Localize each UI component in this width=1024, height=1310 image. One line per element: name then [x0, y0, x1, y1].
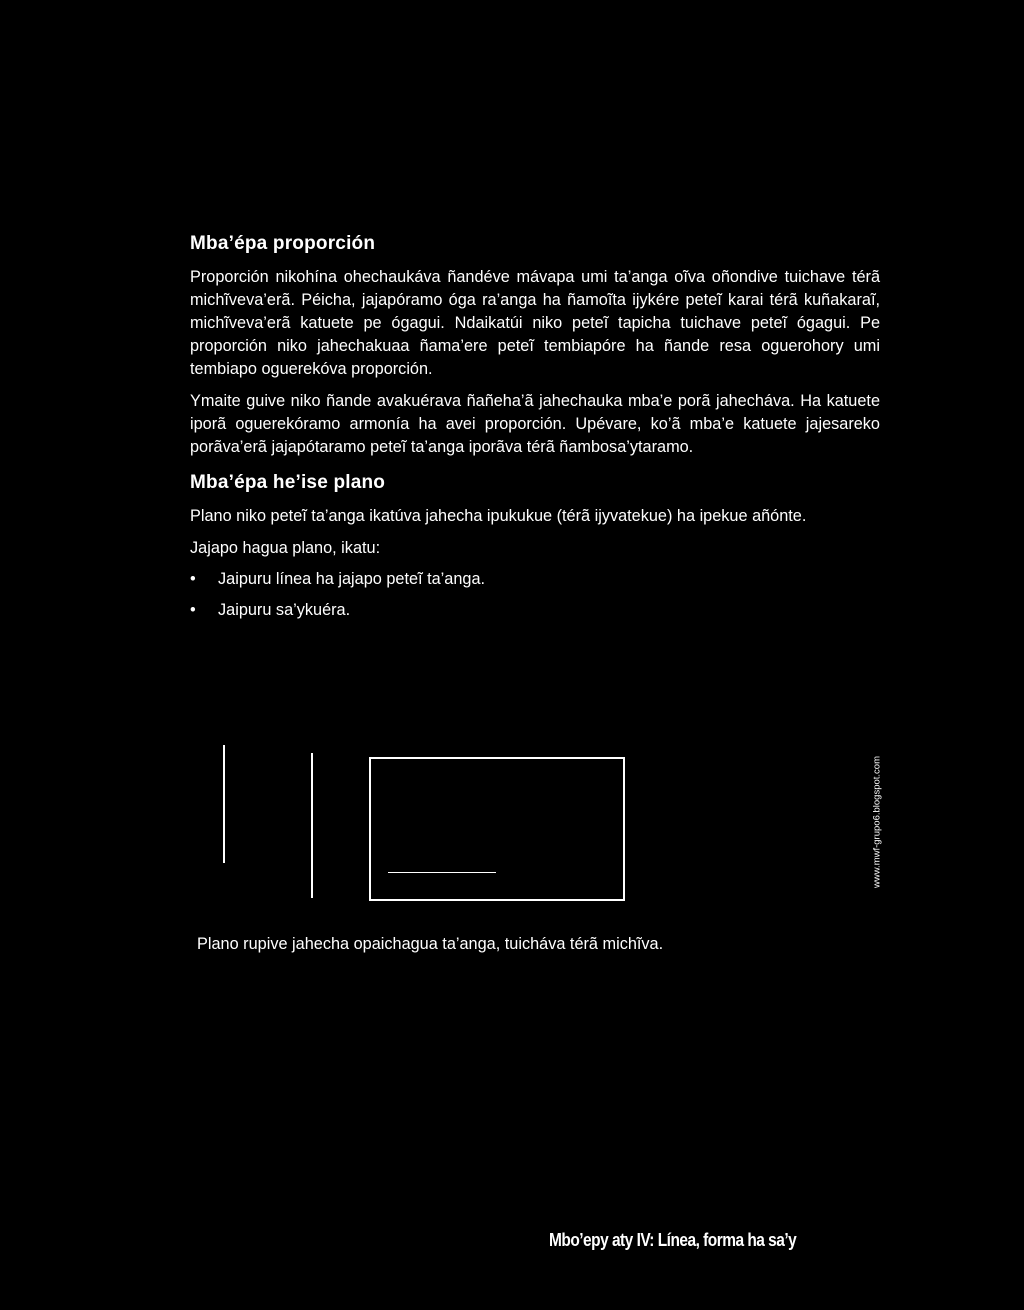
paragraph-proporcion-armonia: Ymaite guive niko ñande avakuérava ñañeha’ã jahechauka mba’e porã jahecháva. Ha katuete iporã oguerekóramo armonía ha avei proporción. Upévare, ko’ã mba’e katuete jajesareko porãva’erã jajapótaramo peteĩ ta’anga iporãva térã ñambosa’ytaramo. [190, 392, 880, 456]
plano-rectangle [369, 757, 625, 901]
vertical-line-long [311, 753, 313, 898]
vertical-line-short [223, 745, 225, 863]
page-content [190, 232, 880, 630]
paragraph-plano-intro: Jajapo hagua plano, ikatu: [190, 539, 381, 557]
paragraph-plano-definition: Plano niko peteĩ ta’anga ikatúva jahecha ipukukue (térã ijyvatekue) ha ipekue añónte. [190, 507, 807, 525]
plano-methods-list [190, 568, 880, 622]
list-item-text: Jaipuru línea ha jajapo peteĩ ta’anga. [218, 570, 486, 588]
section-heading-proporcion: Mba’épa proporción [190, 233, 376, 254]
section-heading-plano: Mba’épa he’ise plano [190, 472, 386, 493]
list-item [190, 568, 880, 591]
page-footer: Mbo’epy aty IV: Línea, forma ha sa’y [549, 1230, 797, 1250]
paragraph-proporcion-definition: Proporción nikohína ohechaukáva ñandéve mávapa umi ta’anga oĩva oñondive tuichave térã michĩveva’erã. Péicha, jajapóramo óga ra’anga ha ñamoĩta ijykére peteĩ karai térã kuñakaraĩ, michĩveva’erã katuete pe ógagui. Ndaikatúi niko peteĩ tapicha tuichave peteĩ ógagui. Pe proporción niko jahechakuaa ñama’ere peteĩ tembiapóre ha ñande resa oguerohory umi tembiapo oguerekóva proporción. [190, 268, 880, 378]
bullet-icon: • [190, 570, 196, 588]
list-item-text: Jaipuru sa’ykuéra. [218, 601, 351, 619]
figure-caption: Plano rupive jahecha opaichagua ta’anga, tuicháva térã michĩva. [197, 935, 664, 953]
bullet-icon: • [190, 601, 196, 619]
list-item [190, 599, 880, 622]
watermark-url: www.mwf-grupo6.blogspot.com [871, 756, 883, 888]
horizontal-line [388, 872, 496, 873]
